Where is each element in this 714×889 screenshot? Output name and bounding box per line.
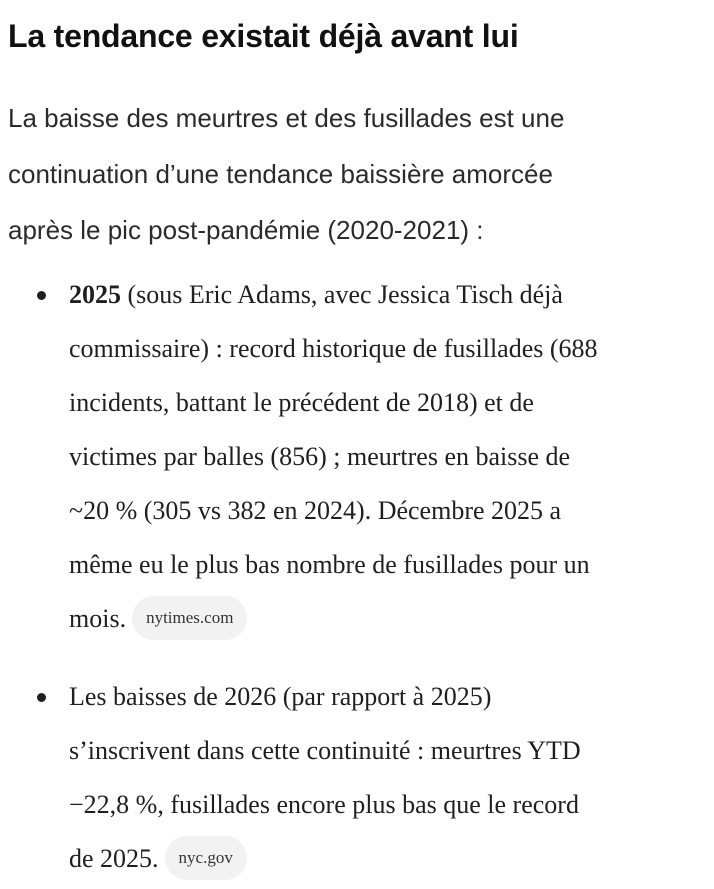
intro-line: continuation d’une tendance baissière amorcée <box>8 159 553 189</box>
bullet-line <box>69 268 714 322</box>
bullet-line <box>69 832 714 886</box>
source-chip-link[interactable]: nyc.gov <box>165 836 247 880</box>
bullet-line: s’inscrivent dans cette continuité : meurtres YTD <box>69 736 581 765</box>
bullet-line: −22,8 %, fusillades encore plus bas que le record <box>69 790 579 819</box>
bullet-item-2026 <box>0 670 714 886</box>
intro-line: La baisse des meurtres et des fusillades est une <box>8 103 565 133</box>
bullet-line: Les baisses de 2026 (par rapport à 2025) <box>69 682 492 711</box>
bullet-list <box>0 268 714 886</box>
bullet-text: de 2025. <box>69 844 159 873</box>
bullet-line: même eu le plus bas nombre de fusillades pour un <box>69 550 590 579</box>
bullet-item-2025 <box>0 268 714 646</box>
intro-line: après le pic post-pandémie (2020-2021) : <box>8 215 484 245</box>
bullet-text: (sous Eric Adams, avec Jessica Tisch déjà <box>121 280 563 309</box>
source-chip-link[interactable]: nytimes.com <box>132 596 247 640</box>
bullet-line: commissaire) : record historique de fusillades (688 <box>69 334 598 363</box>
bullet-line: ~20 % (305 vs 382 en 2024). Décembre 2025 a <box>69 496 562 525</box>
bullet-line: victimes par balles (856) ; meurtres en baisse de <box>69 442 571 471</box>
bullet-line <box>69 592 714 646</box>
bullet-dot-icon <box>37 693 46 702</box>
bullet-dot-icon <box>37 291 46 300</box>
bullet-line: incidents, battant le précédent de 2018) et de <box>69 388 534 417</box>
bullet-year-label: 2025 <box>69 280 121 309</box>
section-heading: La tendance existait déjà avant lui <box>8 18 519 54</box>
intro-paragraph <box>8 90 708 258</box>
bullet-text: mois. <box>69 604 127 633</box>
